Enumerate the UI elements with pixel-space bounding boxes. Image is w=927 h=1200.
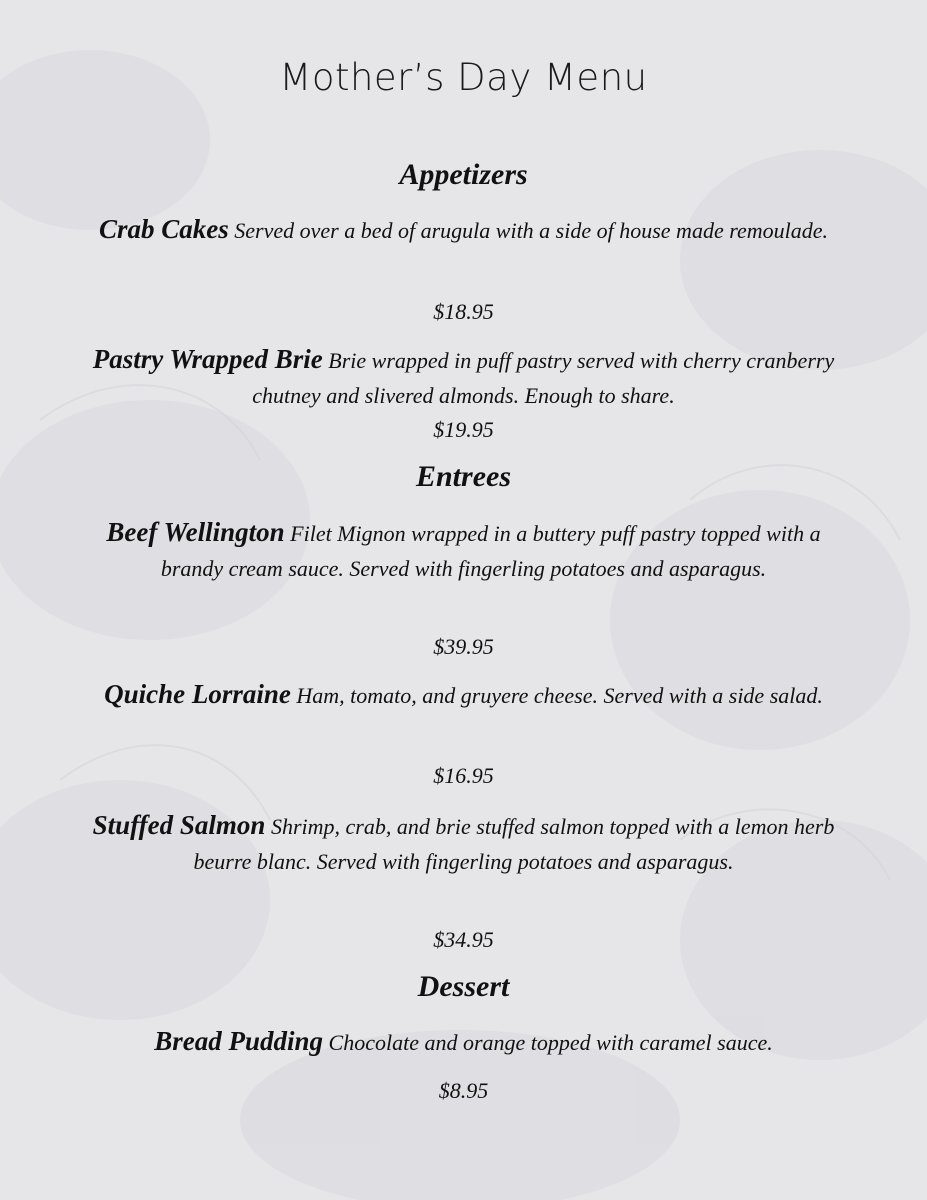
menu-item-name: Stuffed Salmon — [92, 810, 266, 840]
menu-item-price: $16.95 — [433, 763, 494, 788]
menu-item-price: $34.95 — [433, 927, 494, 952]
menu-item-description — [90, 212, 837, 248]
menu-item-price: $39.95 — [433, 634, 494, 659]
menu-item-name: Pastry Wrapped Brie — [92, 344, 323, 374]
menu-item-description — [90, 677, 837, 713]
menu-item-name: Quiche Lorraine — [104, 679, 291, 709]
menu-item-name: Bread Pudding — [154, 1026, 324, 1056]
menu-item-text: Chocolate and orange topped with caramel sauce. — [328, 1030, 773, 1055]
menu-item-description — [90, 1024, 837, 1060]
menu-item-name: Beef Wellington — [106, 517, 285, 547]
section-heading-entrees: Entrees — [415, 460, 511, 493]
menu-item-price: $19.95 — [433, 417, 494, 442]
menu-item-text: Ham, tomato, and gruyere cheese. Served with a side salad. — [296, 683, 823, 708]
menu-item-price: $18.95 — [433, 299, 494, 324]
menu-title: Mother’s Day Menu — [279, 56, 648, 99]
menu-item-price: $8.95 — [438, 1078, 489, 1103]
menu-item-text: Filet Mignon wrapped in a buttery puff pastry topped with a brandy cream sauce. Served with fingerling potatoes and asparagus. — [160, 521, 821, 581]
menu-item-description — [90, 342, 837, 413]
section-heading-dessert: Dessert — [417, 970, 510, 1003]
menu-item-text: Brie wrapped in puff pastry served with cherry cranberry chutney and slivered almonds. Enough to share. — [252, 348, 835, 408]
menu-item-text: Served over a bed of arugula with a side of house made remoulade. — [234, 218, 828, 243]
menu-item-text: Shrimp, crab, and brie stuffed salmon topped with a lemon herb beurre blanc. Served with fingerling potatoes and asparagus. — [193, 814, 835, 874]
menu-item-description — [90, 808, 837, 879]
menu-item-name: Crab Cakes — [99, 214, 229, 244]
section-heading-appetizers: Appetizers — [399, 158, 528, 191]
menu-item-description — [90, 515, 837, 586]
